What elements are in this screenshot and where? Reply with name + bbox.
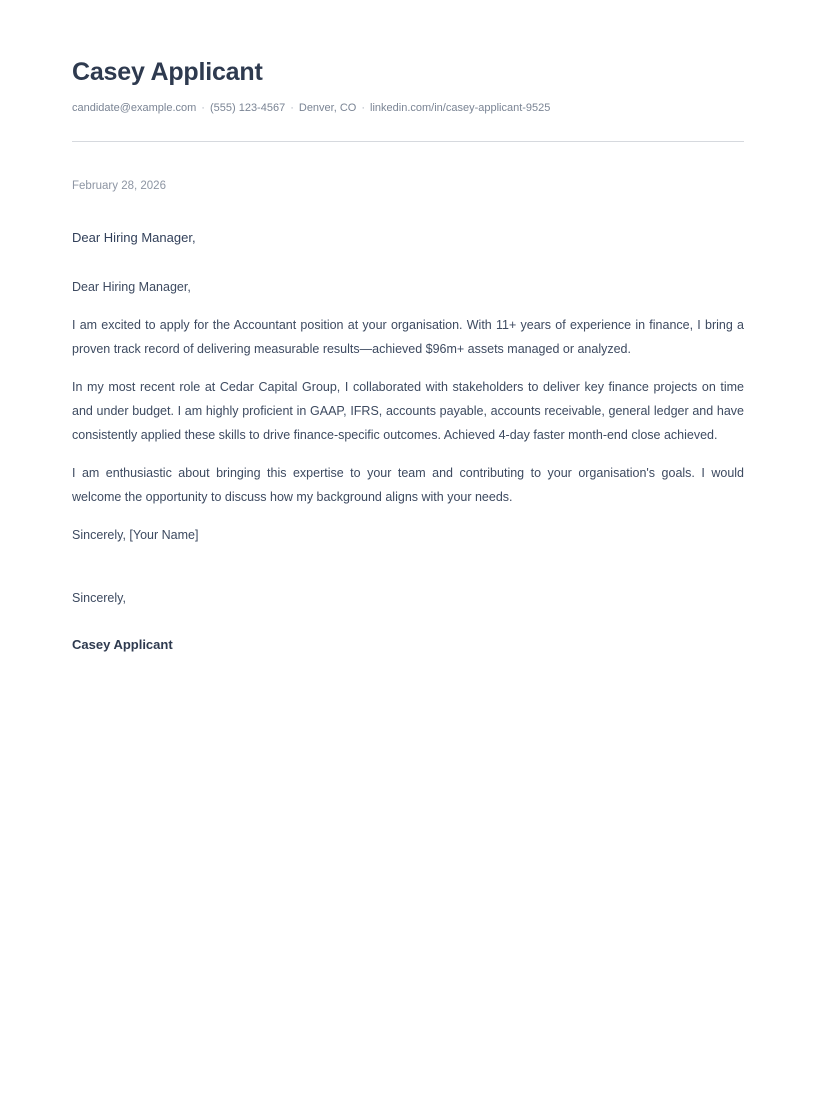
contact-separator-2: ·	[290, 101, 294, 114]
letter-closing: Sincerely,	[72, 591, 126, 606]
contact-line	[72, 101, 744, 117]
contact-location: Denver, CO	[298, 101, 357, 114]
body-paragraph: Sincerely, [Your Name]	[72, 528, 199, 543]
body-paragraph: I am excited to apply for the Accountant position at your organisation. With 11+ years of experience in finance, I bring a proven track record of delivering measurable results—achieved $96m+ assets managed or analyzed.	[72, 318, 744, 357]
signature-name: Casey Applicant	[72, 636, 173, 652]
contact-linkedin: linkedin.com/in/casey-applicant-9525	[370, 101, 551, 114]
body-paragraph: Dear Hiring Manager,	[72, 280, 191, 295]
header-divider	[72, 141, 744, 142]
body-paragraph: I am enthusiastic about bringing this expertise to your team and contributing to your organisation's goals. I would welcome the opportunity to discuss how my background aligns with your needs.	[72, 466, 744, 505]
letter-sheet	[72, 0, 744, 654]
signature-block	[72, 587, 744, 654]
letter-body	[72, 275, 744, 547]
body-paragraph: In my most recent role at Cedar Capital Group, I collaborated with stakeholders to deliver key finance projects on time and under budget. I am highly proficient in GAAP, IFRS, accounts payable, accounts receivable, general ledger and have consistently applied these skills to drive finance-specific outcomes. Achieved 4-day faster month-end close achieved.	[72, 380, 744, 443]
contact-phone: (555) 123-4567	[209, 101, 286, 114]
letter-salutation: Dear Hiring Manager,	[72, 229, 196, 245]
contact-email: candidate@example.com	[72, 101, 197, 114]
contact-separator-3: ·	[361, 101, 366, 114]
letter-header	[72, 58, 744, 126]
applicant-name: Casey Applicant	[72, 58, 263, 86]
letter-date: February 28, 2026	[72, 180, 166, 193]
contact-separator-1: ·	[201, 101, 205, 114]
